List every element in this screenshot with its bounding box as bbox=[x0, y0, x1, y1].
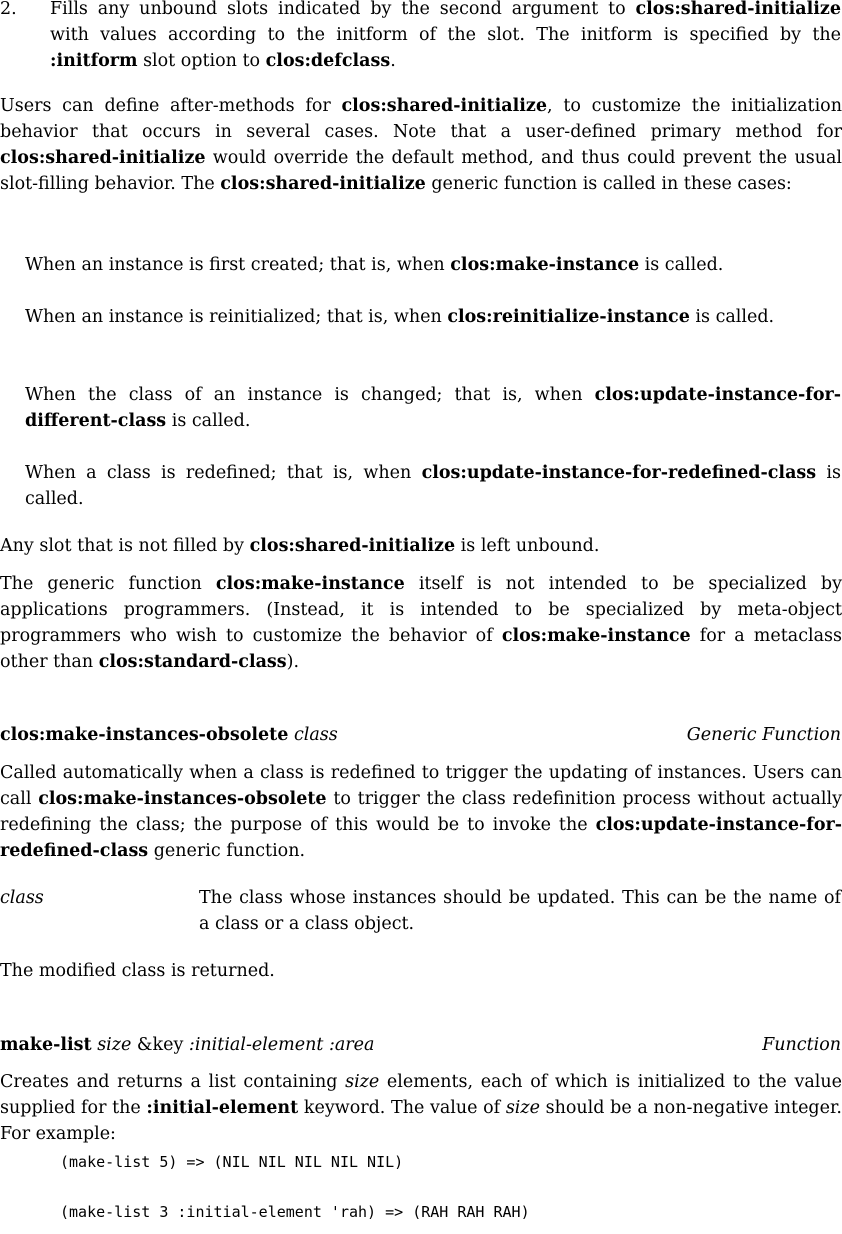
case-item: When the class of an instance is changed; that is, when clos:update-instance-for-different-class is called. bbox=[25, 385, 841, 431]
paragraph-unbound: Any slot that is not filled by clos:shared-initialize is left unbound. bbox=[0, 536, 600, 556]
paragraph-generic-function: The generic function clos:make-instance itself is not intended to be specialized by applications programmers. (Instead, it is intended to be specialized by meta-object programmers who wish to customize the behavior of clos:make-instance for a metaclass other than clos:standard-class). bbox=[0, 574, 842, 672]
case-item: When an instance is first created; that is, when clos:make-instance is called. bbox=[25, 255, 724, 275]
case-item: When a class is redefined; that is, when clos:update-instance-for-redefined-class is called. bbox=[25, 463, 842, 509]
code-example: (make-list 5) => (NIL NIL NIL NIL NIL) bbox=[60, 1153, 404, 1171]
entry-signature: clos:make-instances-obsolete class bbox=[0, 725, 338, 745]
code-example: (make-list 3 :initial-element 'rah) => (RAH RAH RAH) bbox=[60, 1203, 530, 1221]
paragraph-after-methods: Users can define after-methods for clos:shared-initialize, to customize the initialization behavior that occurs in several cases. Note that a user-defined primary method for clos:shared-initialize would override the default method, and thus could prevent the usual slot-filling behavior. The clos:shared-initialize generic function is called in these cases: bbox=[0, 96, 842, 194]
entry-heading-make-instances-obsolete bbox=[0, 722, 842, 748]
entry-heading-make-list bbox=[0, 1032, 842, 1058]
argument-description: The class whose instances should be updated. This can be the name of a class or a class object. bbox=[199, 888, 841, 934]
entry-kind: Function bbox=[762, 1035, 841, 1055]
case-item: When an instance is reinitialized; that is, when clos:reinitialize-instance is called. bbox=[25, 307, 775, 327]
entry-description: Creates and returns a list containing size elements, each of which is initialized to the value supplied for the :initial-element keyword. The value of size should be a non-negative integer. For example: bbox=[0, 1072, 842, 1144]
entry-kind: Generic Function bbox=[686, 725, 841, 745]
entry-returns: The modified class is returned. bbox=[0, 961, 275, 981]
list-item-text: Fills any unbound slots indicated by the second argument to clos:shared-initialize with values according to the initform of the slot. The initform is specified by the :initform slot option to clos:defclass. bbox=[50, 0, 841, 71]
entry-signature: make-list size &key :initial-element :area bbox=[0, 1035, 375, 1055]
argument-name: class bbox=[0, 888, 44, 908]
entry-description: Called automatically when a class is redefined to trigger the updating of instances. Users can call clos:make-instances-obsolete to trigger the class redefinition process without actually redefining the class; the purpose of this would be to invoke the clos:update-instance-for-redefined-class generic function. bbox=[0, 763, 842, 861]
list-item-number: 2. bbox=[0, 0, 17, 19]
